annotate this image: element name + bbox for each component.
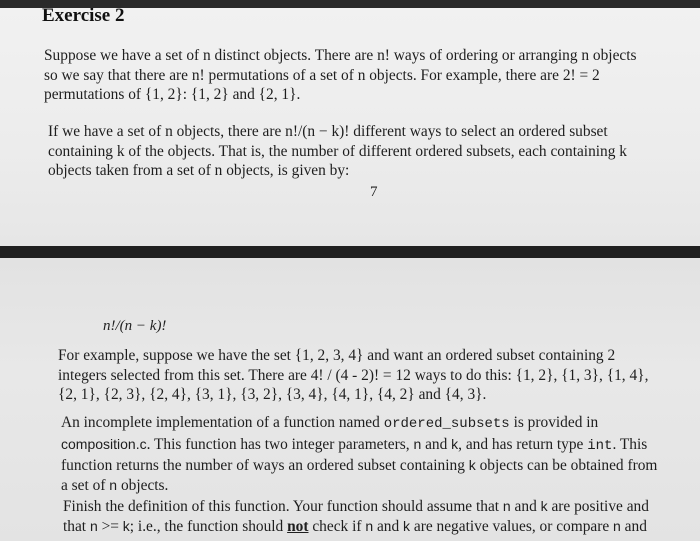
- code-function-name: ordered_subsets: [383, 416, 510, 432]
- code-int: int: [587, 437, 613, 454]
- page-number: 7: [370, 184, 378, 200]
- text-line: If we have a set of n objects, there are n!/(n − k)! different ways to select an ordered subset: [48, 123, 608, 140]
- text-line: Finish the definition of this function. Your function should assume that n and k are positive and: [63, 498, 649, 515]
- paragraph-instructions: [63, 497, 649, 536]
- text-line: permutations of {1, 2}: {1, 2} and {2, 1}.: [44, 86, 301, 103]
- text-line: function returns the number of ways an ordered subset containing k objects can be obtained from: [61, 457, 658, 474]
- text-line: {2, 1}, {2, 3}, {2, 4}, {3, 1}, {3, 2}, {3, 4}, {4, 1}, {4, 2} and {4, 3}.: [58, 386, 487, 403]
- paragraph-permutations: [44, 46, 637, 105]
- paragraph-ordered-subsets: [48, 122, 627, 181]
- text-line: so we say that there are n! permutations of a set of n objects. For example, there are 2! = 2: [44, 66, 600, 84]
- page-gap: [0, 246, 700, 258]
- text-line: a set of n objects.: [61, 476, 169, 494]
- text-line: For example, suppose we have the set {1, 2, 3, 4} and want an ordered subset containing 2: [58, 347, 616, 364]
- code-filename: composition.c: [61, 435, 147, 452]
- page-bottom: [0, 258, 700, 541]
- emphasis-not: not: [287, 517, 309, 535]
- paragraph-example: [58, 346, 648, 405]
- text-line: containing k of the objects. That is, the number of different ordered subsets, each containing k: [48, 142, 627, 160]
- paragraph-implementation: [61, 413, 657, 495]
- exercise-heading: Exercise 2: [42, 8, 125, 26]
- text-line: composition.c. This function has two integer parameters, n and k, and has return type int. This: [61, 435, 648, 454]
- text-line: that n >= k; i.e., the function should not check if n and k are negative values, or compare n and: [63, 517, 647, 535]
- text-line: An incomplete implementation of a function named ordered_subsets is provided in: [61, 414, 599, 432]
- text-line: integers selected from this set. There are 4! / (4 - 2)! = 12 ways to do this: {1, 2}, {1, 3}, {1, 4},: [58, 366, 649, 384]
- formula: n!/(n − k)!: [103, 318, 167, 334]
- text-line: Suppose we have a set of n distinct objects. There are n! ways of ordering or arranging n objects: [44, 47, 637, 64]
- text-line: objects taken from a set of n objects, is given by:: [48, 162, 350, 179]
- page-top: [0, 8, 700, 246]
